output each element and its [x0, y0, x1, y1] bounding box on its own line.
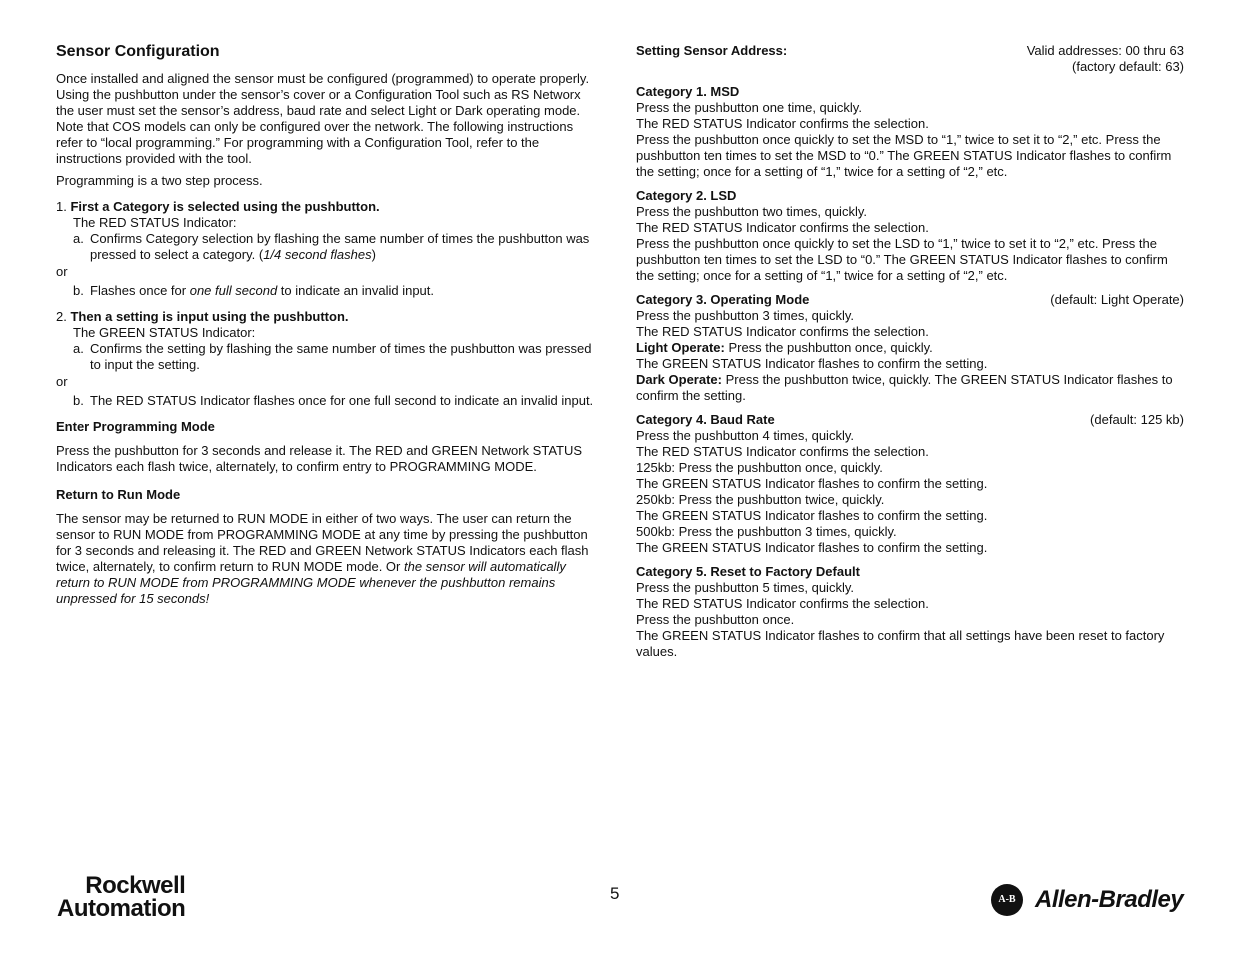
address-default: (factory default: 63): [1072, 59, 1184, 74]
category-3: Category 3. Operating Mode (default: Light Operate) Press the pushbutton 3 times, quickly. The RED STATUS Indicator confirms the selection. Light Operate: Press the pushbutton once, quickly. The GREEN STATUS Indicator flashes to confirm the setting. Dark Operate: Press the pushbutton twice, quickly. The GREEN STATUS Indicator flashes to confirm the setting.: [636, 292, 1184, 403]
step-2-or: or: [56, 374, 68, 389]
category-3-heading: Category 3. Operating Mode: [636, 292, 810, 307]
step-2-item-a: a. Confirms the setting by flashing the same number of times the pushbutton was pressed to input the setting.: [73, 341, 592, 372]
category-4: Category 4. Baud Rate (default: 125 kb) Press the pushbutton 4 times, quickly. The RED STATUS Indicator confirms the selection. 125kb: Press the pushbutton once, quickly. The GREEN STATUS Indicator flashes to confirm the setting. 250kb: Press the pushbutton twice, quickly. The GREEN STATUS Indicator flashes to confirm the setting. 500kb: Press the pushbutton 3 times, quickly. The GREEN STATUS Indicator flashes to confirm the setting.: [636, 412, 1184, 555]
two-step-note: Programming is a two step process.: [56, 173, 263, 188]
page-number: 5: [610, 884, 620, 903]
step-2-heading: Then a setting is input using the pushbutton.: [70, 309, 349, 324]
category-5-heading: Category 5. Reset to Factory Default: [636, 564, 860, 579]
step-1-or: or: [56, 264, 68, 279]
step-2: [56, 309, 596, 409]
step-1-item-a: a. Confirms Category selection by flashing the same number of times the pushbutton was pressed to select a category. (1/4 second flashes): [73, 231, 590, 262]
enter-programming-heading: Enter Programming Mode: [56, 419, 215, 434]
intro-paragraph: Once installed and aligned the sensor must be configured (programmed) to operate properly. Using the pushbutton under the sensor’s cover or a Configuration Tool such as RS Networx the user must set the sensor’s address, baud rate and select Light or Dark operating mode. Note that COS models can only be configured over the network. The following instructions refer to “local programming.” For programming with a Configuration Tool, refer to the instructions provided with the tool.: [56, 71, 590, 166]
step-2-number: 2.: [56, 309, 67, 324]
step-1-number: 1.: [56, 199, 67, 214]
step-1: [56, 199, 596, 299]
step-2-sub: The GREEN STATUS Indicator:: [73, 325, 256, 340]
step-1-item-b: b. Flashes once for one full second to indicate an invalid input.: [73, 283, 434, 298]
category-1: Category 1. MSD Press the pushbutton one time, quickly. The RED STATUS Indicator confirms the selection. Press the pushbutton once quickly to set the MSD to “1,” twice to set it to “2,” etc. Press the pushbutton ten times to set the MSD to “0.” The GREEN STATUS Indicator flashes to confirm the setting; once for a setting of “1,” twice for a setting of “2,” etc.: [636, 84, 1184, 180]
step-1-sub: The RED STATUS Indicator:: [73, 215, 237, 230]
ab-seal-icon: A-B: [991, 884, 1023, 916]
address-valid: Valid addresses: 00 thru 63: [1026, 43, 1184, 58]
allen-bradley-wordmark: Allen-Bradley: [1035, 886, 1184, 913]
category-4-default: (default: 125 kb): [1090, 412, 1184, 427]
category-3-default: (default: Light Operate): [1050, 292, 1184, 307]
category-2: Category 2. LSD Press the pushbutton two times, quickly. The RED STATUS Indicator confirms the selection. Press the pushbutton once quickly to set the LSD to “1,” twice to set it to “2,” etc. Press the pushbutton ten times to set the LSD to “0.” The GREEN STATUS Indicator flashes to confirm the setting; once for a setting of “1,” twice for a setting of “2,” etc.: [636, 188, 1184, 284]
step-1-heading: First a Category is selected using the pushbutton.: [70, 199, 380, 214]
category-5: Category 5. Reset to Factory Default Press the pushbutton 5 times, quickly. The RED STATUS Indicator confirms the selection. Press the pushbutton once. The GREEN STATUS Indicator flashes to confirm that all settings have been reset to factory values.: [636, 564, 1184, 660]
address-header: [636, 43, 1184, 75]
category-1-heading: Category 1. MSD: [636, 84, 740, 99]
return-run-heading: Return to Run Mode: [56, 487, 181, 502]
enter-programming-text: Press the pushbutton for 3 seconds and release it. The RED and GREEN Network STATUS Indicators each flash twice, alternately, to confirm entry to PROGRAMMING MODE.: [56, 443, 583, 474]
return-run-text: The sensor may be returned to RUN MODE in either of two ways. The user can return the sensor to RUN MODE from PROGRAMMING MODE at any time by pressing the pushbutton for 3 seconds and releasing it. The RED and GREEN Network STATUS Indicators each flash twice, alternately, to confirm return to RUN MODE mode. Or the sensor will automatically return to RUN MODE from PROGRAMMING MODE whenever the pushbutton remains unpressed for 15 seconds!: [56, 511, 589, 606]
left-column: [56, 40, 596, 613]
allen-bradley-logo: [991, 884, 1183, 916]
step-2-item-b: b. The RED STATUS Indicator flashes once for one full second to indicate an invalid input.: [73, 393, 594, 408]
rockwell-automation-logo: Rockwell Automation: [57, 872, 186, 922]
category-4-heading: Category 4. Baud Rate: [636, 412, 775, 427]
right-column: [636, 40, 1184, 660]
section-title: Sensor Configuration: [56, 43, 220, 60]
address-heading: Setting Sensor Address:: [636, 43, 788, 58]
category-2-heading: Category 2. LSD: [636, 188, 737, 203]
